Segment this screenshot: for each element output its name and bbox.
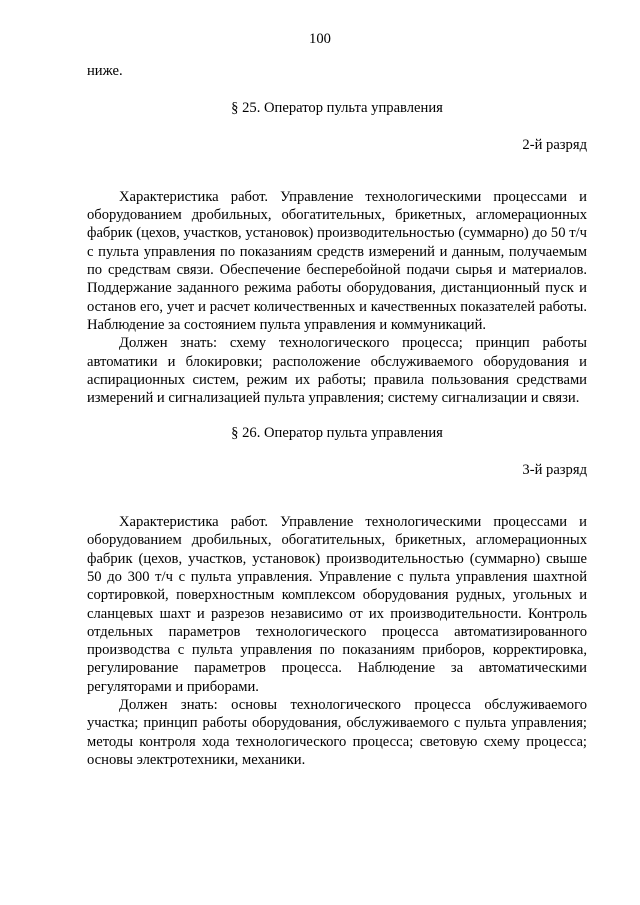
section-26 [87,424,587,769]
section-title: § 26. Оператор пульта управления [231,425,443,442]
grade-label: 3-й разряд [522,461,587,478]
grade-label: 2-й разряд [522,136,587,153]
must-know: Должен знать: схему технологического процесса; принцип работы автоматики и блокировки; расположение обслуживаемого оборудования и аспирационных систем, режим их работы; правила пользования средствами измерений и сигнализацией пульта управления; систему сигнализации и связи. [87,335,587,407]
work-characteristic: Характеристика работ. Управление технологическими процессами и оборудованием дробильных, обогатительных, брикетных, агломерационных фабрик (цехов, участков, установок) производительностью (суммарно) свыше 50 до 300 т/ч с пульта управления. Управление с пульта управления шахтной сортировкой, поверхностным комплексом оборудования рудных, угольных и сланцевых шахт и разрезов независимо от их производительности. Контроль отдельных параметров технологического процесса автоматизированного производства с пульта управления по показаниям приборов, корректировка, регулирование параметров процесса. Наблюдение за автоматическими регуляторами и приборами. [87,514,587,695]
section-title: § 25. Оператор пульта управления [231,100,443,117]
work-characteristic: Характеристика работ. Управление технологическими процессами и оборудованием дробильных, обогатительных, брикетных, агломерационных фабрик (цехов, участков, установок) производительностью (суммарно) до 50 т/ч с пульта управления по показаниям средств измерений и данным, получаемым по средствам связи. Обеспечение бесперебойной подачи сырья и материалов. Поддержание заданного режима работы оборудования, дистанционный пуск и останов его, учет и расчет количественных и качественных показателей работы. Наблюдение за состоянием пульта управления и коммуникаций. [87,188,587,333]
page-number: 100 [309,31,331,47]
continuation-text: ниже. [87,63,123,79]
must-know: Должен знать: основы технологического процесса обслуживаемого участка; принцип работы оборудования, обслуживаемого с пульта управления; методы контроля хода технологического процесса; световую схему процесса; основы электротехники, механики. [87,697,587,768]
document-body [87,62,587,769]
section-25 [87,99,587,407]
